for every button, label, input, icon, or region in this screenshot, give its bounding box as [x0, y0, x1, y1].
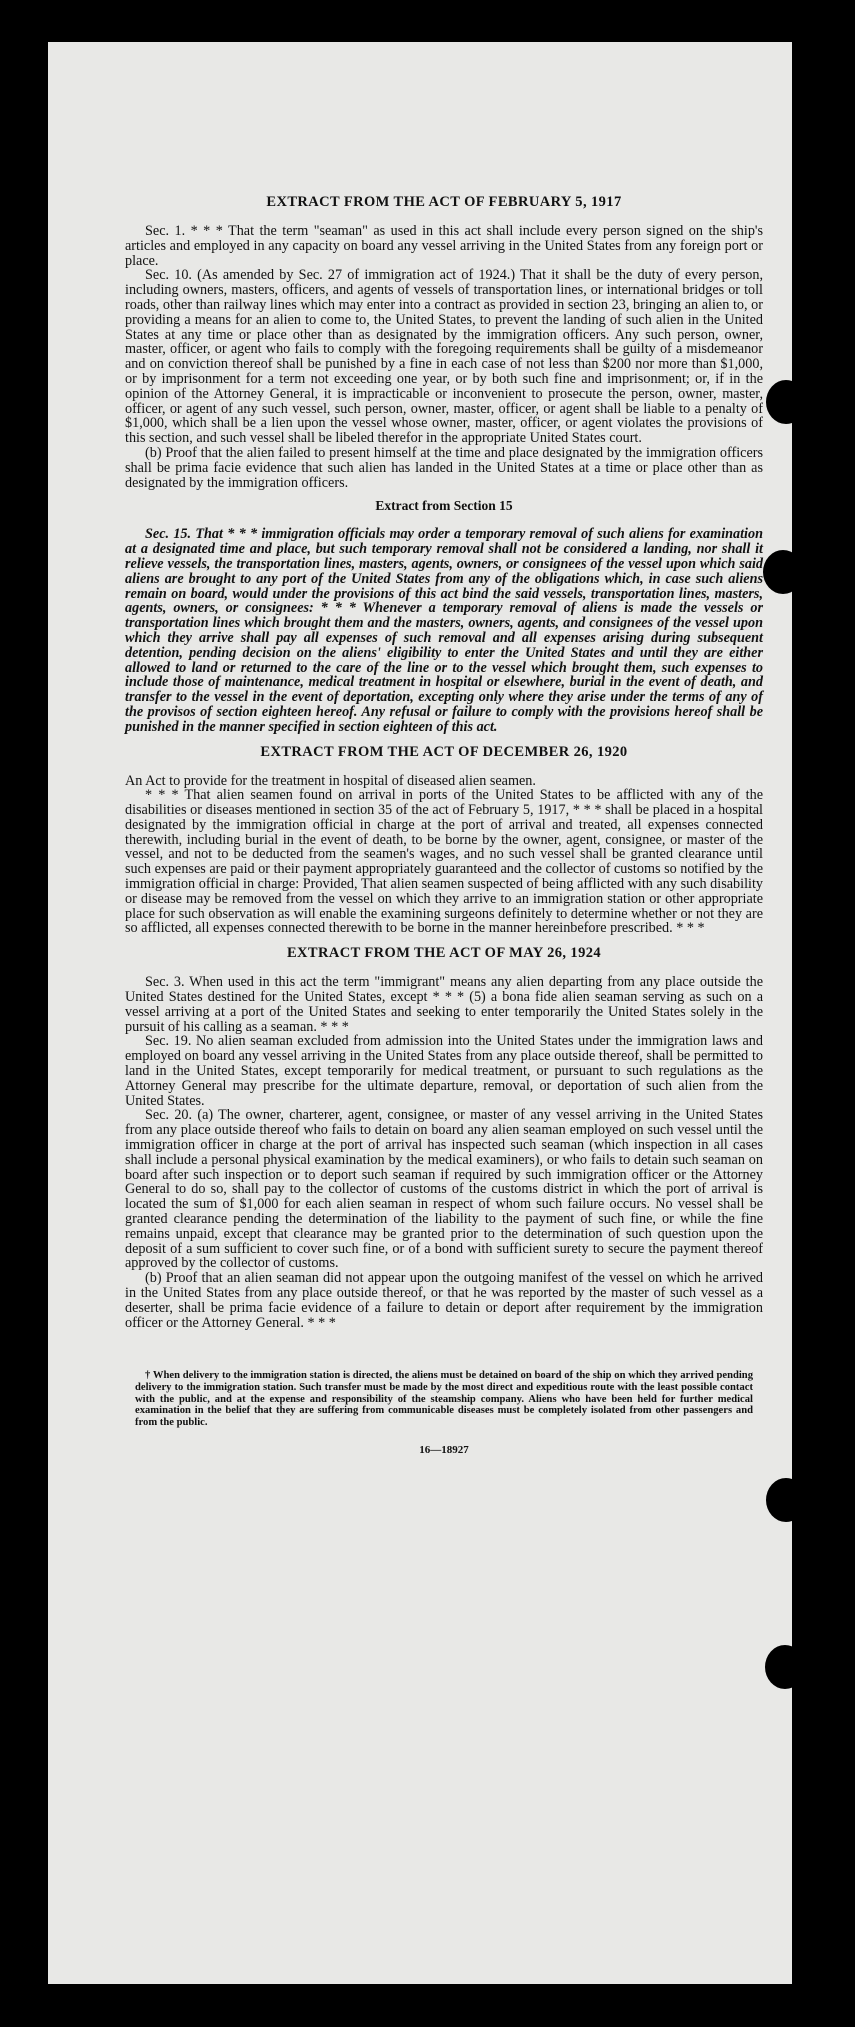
heading-dec-1920: EXTRACT FROM THE ACT OF DECEMBER 26, 1920 — [260, 743, 628, 760]
paragraph-sec-20-a: Sec. 20. (a) The owner, charterer, agent, consignee, or master of any vessel arriving in the United States from any place outside thereof who fails to detain on board any alien seaman employed on such vessel until the immigration officer in charge at the port of arrival has inspected such seaman (which inspection in all cases shall include a personal physical examination by the medical examiners), or who fails to detain such seaman on board after such inspection or to deport such seaman if required by such immigration officer or the Attorney General to do so, shall pay to the collector of customs of the customs district in which the port of arrival is located the sum of $1,000 for each alien seaman in respect of whom such failure occurs. No vessel shall be granted clearance pending the determination of the liability to the payment of such fine, or while the fine remains unpaid, except that clearance may be granted prior to the determination of such question upon the deposit of a sum sufficient to cover such fine, or of a bond with sufficient surety to secure the payment thereof approved by the collector of customs. — [125, 1107, 763, 1272]
document-number: 16—18927 — [419, 1444, 469, 1457]
paragraph-sec-20-b: (b) Proof that an alien seaman did not appear upon the outgoing manifest of the vessel on which he arrived in the United States from any place outside thereof, or that he was reported by the master of such vessel as a deserter, shall be prima facie evidence of a failure to detain or deport after requirement by the immigration officer or the Attorney General. * * * — [125, 1270, 763, 1331]
punch-hole — [766, 1478, 792, 1522]
paragraph-sec-10: Sec. 10. (As amended by Sec. 27 of immigration act of 1924.) That it shall be the duty of every person, including owners, masters, officers, and agents of vessels of transportation lines, or international bridges or toll roads, other than railway lines which may enter into a contract as provided in section 23, bringing an alien to, or providing a means for an alien to come to, the United States, to prevent the landing of such alien in the United States at any time or place other than as designated by the immigration officers. Any such person, owner, master, officer, or agent who fails to comply with the foregoing requirements shall be guilty of a misdemeanor and on conviction thereof shall be punished by a fine in each case of not less than $200 nor more than $1,000, or by imprisonment for a term not exceeding one year, or by both such fine and imprisonment; or, if in the opinion of the Attorney General, it is impracticable or inconvenient to prosecute the person, owner, master, officer, or agent of any such vessel, such person, owner, master, officer, or agent shall be liable to a penalty of $1,000, which shall be a lien upon the vessel whose owner, master, officer, or agent violates the provisions of this section, and such vessel shall be libeled therefor in the appropriate United States court. — [125, 267, 763, 447]
paragraph-sec-1: Sec. 1. * * * That the term "seaman" as used in this act shall include every person signed on the ship's articles and employed in any capacity on board any vessel arriving in the United States from any foreign port or place. — [125, 223, 763, 269]
punch-hole — [765, 1645, 792, 1689]
paragraph-sec-10-b: (b) Proof that the alien failed to present himself at the time and place designated by the immigration officers shall be prima facie evidence that such alien has landed in the United States at a time or place other than as designated by the immigration officers. — [125, 444, 763, 491]
paragraph-sec-3: Sec. 3. When used in this act the term "immigrant" means any alien departing from any place outside the United States destined for the United States, except * * * (5) a bona fide alien seaman serving as such on a vessel arriving at a port of the United States and seeking to enter temporarily the United States solely in the pursuit of his calling as a seaman. * * * — [125, 974, 763, 1035]
paragraph-sec-15: Sec. 15. That * * * immigration officials may order a temporary removal of such aliens for examination at a designated time and place, but such temporary removal shall not be considered a landing, nor shall it relieve vessels, the transportation lines, masters, agents, owners, or consignees of the vessel upon which said aliens are brought to any port of the United States from any of the obligations which, in case such aliens remain on board, would under the provisions of this act bind the said vessels, transportation lines, masters, agents, owners, or consignees: * * * Whenever a temporary removal of aliens is made the vessels or transportation lines which brought them and the masters, owners, agents, and consignees of the vessel upon which they arrive shall pay all expenses of such removal and all expenses arising during subsequent detention, pending decision on the aliens' eligibility to enter the United States and until they are either allowed to land or returned to the care of the line or to the vessel which brought them, such expenses to include those of maintenance, medical treatment in hospital or elsewhere, burial in the event of death, and transfer to the vessel in the event of deportation, excepting only where they arise under the terms of any of the provisos of section eighteen hereof. Any refusal or failure to comply with the provisions hereof shall be punished in the manner specified in section eighteen of this act. — [125, 526, 763, 735]
paragraph-dec-1920-intro: An Act to provide for the treatment in hospital of diseased alien seamen. — [125, 772, 536, 789]
heading-may-1924: EXTRACT FROM THE ACT OF MAY 26, 1924 — [286, 945, 602, 962]
document-page — [48, 42, 792, 1984]
punch-hole — [766, 380, 792, 424]
heading-section-15: Extract from Section 15 — [375, 498, 513, 514]
punch-hole — [763, 550, 792, 594]
document-body — [125, 194, 763, 1456]
paragraph-dec-1920-body: * * * That alien seamen found on arrival in ports of the United States to be afflicted with any of the disabilities or diseases mentioned in section 35 of the act of February 5, 1917, * * * shall be placed in a hospital designated by the immigration official in charge at the port of arrival and treated, all expenses connected therewith, including burial in the event of death, to be borne by the owner, agent, consignee, or master of the vessel, and not to be deducted from the seamen's wages, and no such vessel shall be granted clearance until such expenses are paid or their payment appropriately guaranteed and the collector of customs so notified by the immigration official in charge: Provided, That alien seamen suspected of being afflicted with any such disability or disease may be removed from the vessel on which they arrive to an immigration station or other appropriate place for such observation as will enable the examining surgeons definitely to determine whether or not they are so afflicted, all expenses connected therewith to be borne in the manner hereinbefore prescribed. * * * — [125, 787, 763, 937]
heading-feb-1917: EXTRACT FROM THE ACT OF FEBRUARY 5, 1917 — [266, 194, 622, 210]
footnote: † When delivery to the immigration station is directed, the aliens must be detained on board of the ship on which they arrived pending delivery to the immigration station. Such transfer must be made by the most direct and expeditious route with the least possible contact with the public, and at the expense and responsibility of the steamship company. Aliens who have been held for further medical examination in the belief that they are suffering from communicable diseases must be completely isolated from other passengers and from the public. — [135, 1370, 753, 1428]
paragraph-sec-19: Sec. 19. No alien seaman excluded from admission into the United States under the immigration laws and employed on board any vessel arriving in the United States from any place outside thereof, shall be permitted to land in the United States, except temporarily for medical treatment, or pursuant to such regulations as the Attorney General may prescribe for the ultimate departure, removal, or deportation of such alien from the United States. — [125, 1033, 763, 1109]
